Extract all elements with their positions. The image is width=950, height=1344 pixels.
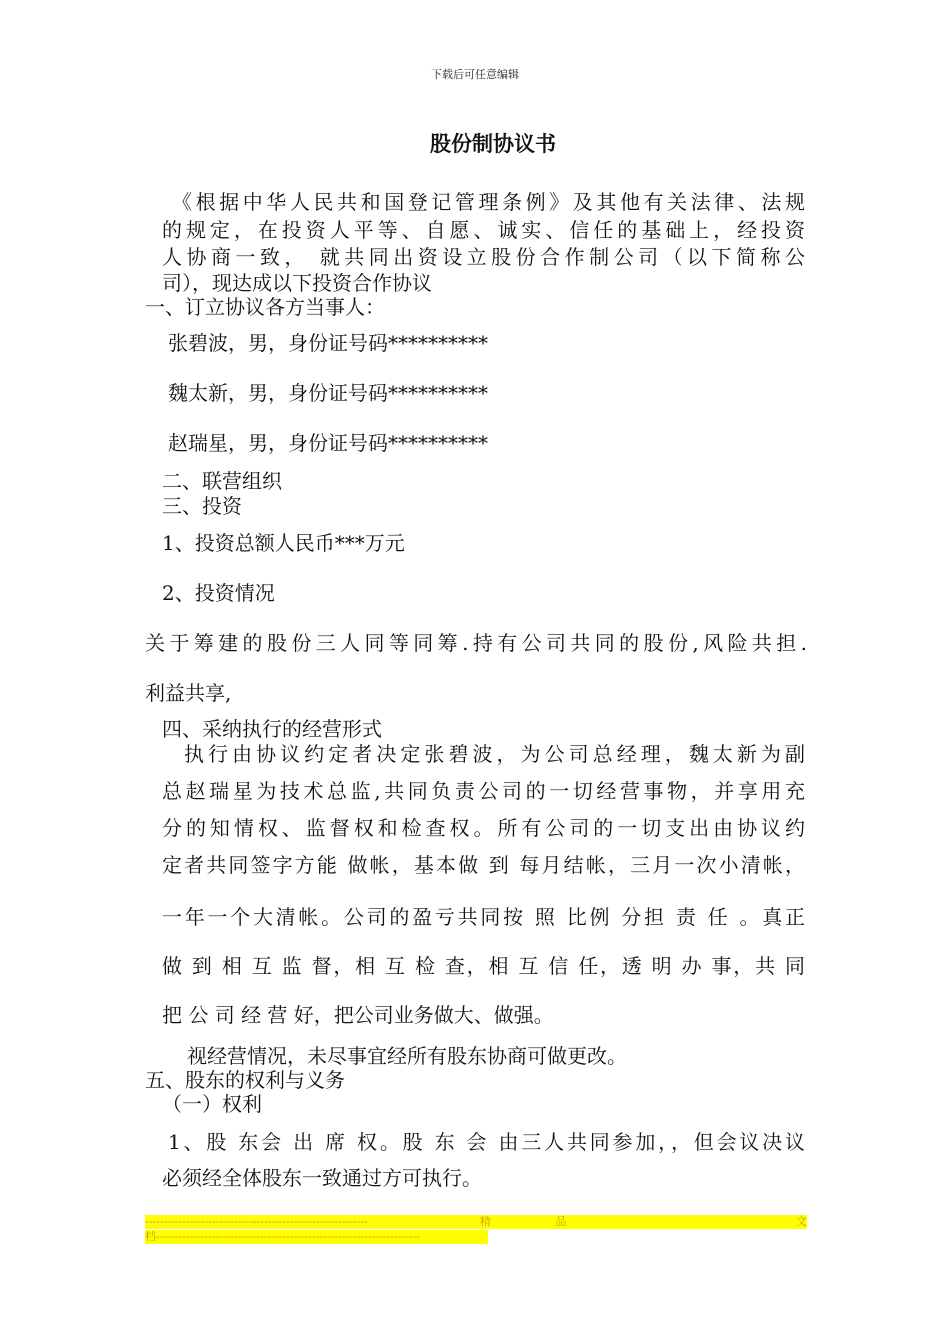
footer-word-1: 精 — [479, 1215, 491, 1228]
operation-line-1: 执行由协议约定者决定张碧波，为公司总经理，魏太新为副 — [184, 742, 805, 766]
section5-heading: 五、股东的权利与义务 — [145, 1068, 345, 1092]
footer-banner-line-2: 档----------------------------------------------------------------------- — [145, 1230, 488, 1244]
intro-line-2: 的规定，在投资人平等、自愿、诚实、信任的基础上，经投资 — [162, 218, 805, 242]
operation-line-6: 做 到 相 互 监 督，相 互 检 查，相 互 信 任，透 明 办 事，共 同 — [162, 954, 805, 978]
party-1: 张碧波，男，身份证号码********** — [168, 331, 488, 355]
investment-item-1: 1、投资总额人民币***万元 — [162, 531, 405, 555]
footer-word-3: 文 — [796, 1215, 807, 1228]
footer-word-2: 品 — [555, 1215, 567, 1228]
investment-item-2: 2、投资情况 — [162, 581, 275, 605]
section2-heading: 二、联营组织 — [162, 469, 282, 493]
operation-line-7: 把 公 司 经 营 好，把公司业务做大、做强。 — [162, 1003, 554, 1027]
section5-subheading: （一）权利 — [162, 1092, 262, 1116]
operation-line-3: 分的知情权、监督权和检查权。所有公司的一切支出由协议约 — [162, 816, 805, 840]
party-3: 赵瑞星，男，身份证号码********** — [168, 431, 488, 455]
investment-para-1: 关于筹建的股份三人同等同筹.持有公司共同的股份,风险共担. — [145, 631, 807, 655]
rights-line-1: 1、股 东会 出 席 权。股 东 会 由三人共同参加，，但会议决议 — [168, 1130, 805, 1154]
intro-line-1: 《根据中华人民共和国登记管理条例》及其他有关法律、法规 — [172, 190, 805, 214]
operation-line-8: 视经营情况，未尽事宜经所有股东协商可做更改。 — [187, 1044, 627, 1068]
footer-dashes: ------------------------------------------------------------ — [145, 1215, 369, 1228]
document-title: 股份制协议书 — [430, 131, 556, 156]
section1-heading: 一、订立协议各方当事人： — [145, 295, 385, 319]
footer-banner-line-1 — [145, 1215, 807, 1229]
section4-heading: 四、采纳执行的经营形式 — [162, 717, 382, 741]
rights-line-2: 必须经全体股东一致通过方可执行。 — [162, 1166, 482, 1190]
operation-line-2: 总赵瑞星为技术总监,共同负责公司的一切经营事物，并享用充 — [162, 779, 805, 803]
page-header: 下载后可任意编辑 — [431, 68, 519, 81]
operation-line-4: 定者共同签字方能 做帐，基本做 到 每月结帐，三月一次小清帐， — [162, 853, 805, 877]
investment-para-2: 利益共享, — [145, 681, 232, 705]
operation-line-5: 一年一个大清帐。公司的盈亏共同按 照 比例 分担 责 任 。真正 — [162, 905, 805, 929]
section3-heading: 三、投资 — [162, 494, 242, 518]
intro-line-3: 人协商一致， 就共同出资设立股份合作制公司（以下简称公 — [162, 245, 805, 269]
party-2: 魏太新，男，身份证号码********** — [168, 381, 488, 405]
intro-line-4: 司），现达成以下投资合作协议 — [162, 271, 432, 295]
